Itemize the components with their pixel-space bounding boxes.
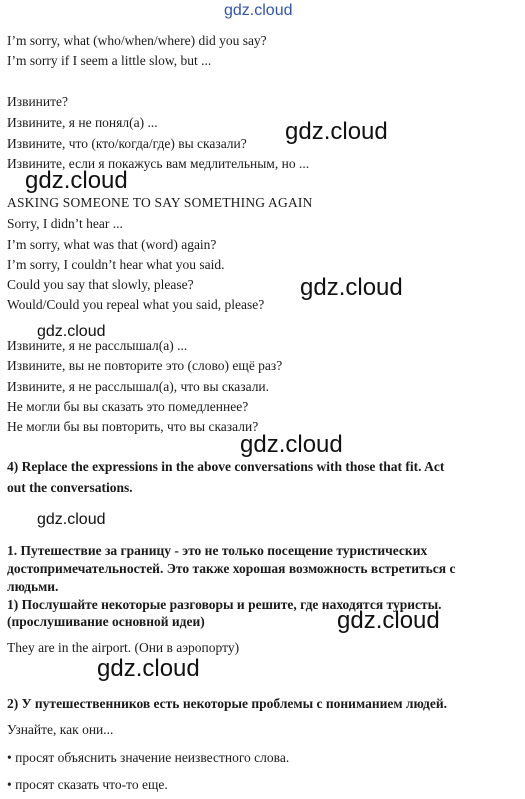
task-1-line-1: 1. Путешествие за границу - это не только посещение туристических xyxy=(7,543,428,558)
text-line-11: Could you say that slowly, please? xyxy=(7,277,194,292)
task-2-line: 2) У путешественников есть некоторые проблемы с пониманием людей. xyxy=(7,696,448,711)
text-line-12: Would/Could you repeal what you said, please? xyxy=(7,297,265,312)
watermark: gdz.cloud xyxy=(300,274,403,301)
watermark: gdz.cloud xyxy=(337,607,440,634)
text-line-16: Не могли бы вы сказать это помедленнее? xyxy=(7,399,249,414)
text-line-27: Узнайте, как они... xyxy=(7,722,114,737)
task-4-line-2: out the conversations. xyxy=(7,480,133,495)
watermark: gdz.cloud xyxy=(25,167,128,194)
watermark-top: gdz.cloud xyxy=(224,2,293,19)
bullet-item-2: • просят сказать что-то еще. xyxy=(7,777,168,792)
text-line-3: Извините? xyxy=(7,94,69,109)
text-line-17: Не могли бы вы повторить, что вы сказали? xyxy=(7,419,259,434)
task-1-1-line-2: (прослушивание основной идеи) xyxy=(7,614,205,629)
watermark: gdz.cloud xyxy=(240,431,343,458)
text-line-8: Sorry, I didn’t hear ... xyxy=(7,216,123,231)
text-line-9: I’m sorry, what was that (word) again? xyxy=(7,237,217,252)
watermark: gdz.cloud xyxy=(37,323,106,340)
answer-line: They are in the airport. (Они в аэропорту) xyxy=(7,640,240,655)
task-4-line-1: 4) Replace the expressions in the above conversations with those that fit. Act xyxy=(7,459,445,474)
text-line-1: I’m sorry, what (who/when/where) did you say? xyxy=(7,33,267,48)
section-heading: ASKING SOMEONE TO SAY SOMETHING AGAIN xyxy=(7,195,313,210)
text-line-4: Извините, я не понял(а) ... xyxy=(7,115,158,130)
text-line-15: Извините, я не расслышал(а), что вы сказали. xyxy=(7,379,270,394)
watermark: gdz.cloud xyxy=(37,511,106,528)
watermark: gdz.cloud xyxy=(285,118,388,145)
text-line-5: Извините, что (кто/когда/где) вы сказали? xyxy=(7,136,247,151)
text-line-2: I’m sorry if I seem a little slow, but ... xyxy=(7,53,212,68)
bullet-item-1: • просят объяснить значение неизвестного слова. xyxy=(7,750,290,765)
task-1-1-line-1: 1) Послушайте некоторые разговоры и решите, где находятся туристы. xyxy=(7,597,442,612)
task-1-line-2: достопримечательностей. Это также хорошая возможность встретиться с xyxy=(7,561,456,576)
text-line-13: Извините, я не расслышал(а) ... xyxy=(7,338,188,353)
task-1-line-3: людьми. xyxy=(7,579,59,594)
text-line-14: Извините, вы не повторите это (слово) ещё раз? xyxy=(7,358,283,373)
text-line-10: I’m sorry, I couldn’t hear what you said. xyxy=(7,257,225,272)
watermark: gdz.cloud xyxy=(97,655,200,682)
text-line-6: Извините, если я покажусь вам медлительным, но ... xyxy=(7,156,310,171)
